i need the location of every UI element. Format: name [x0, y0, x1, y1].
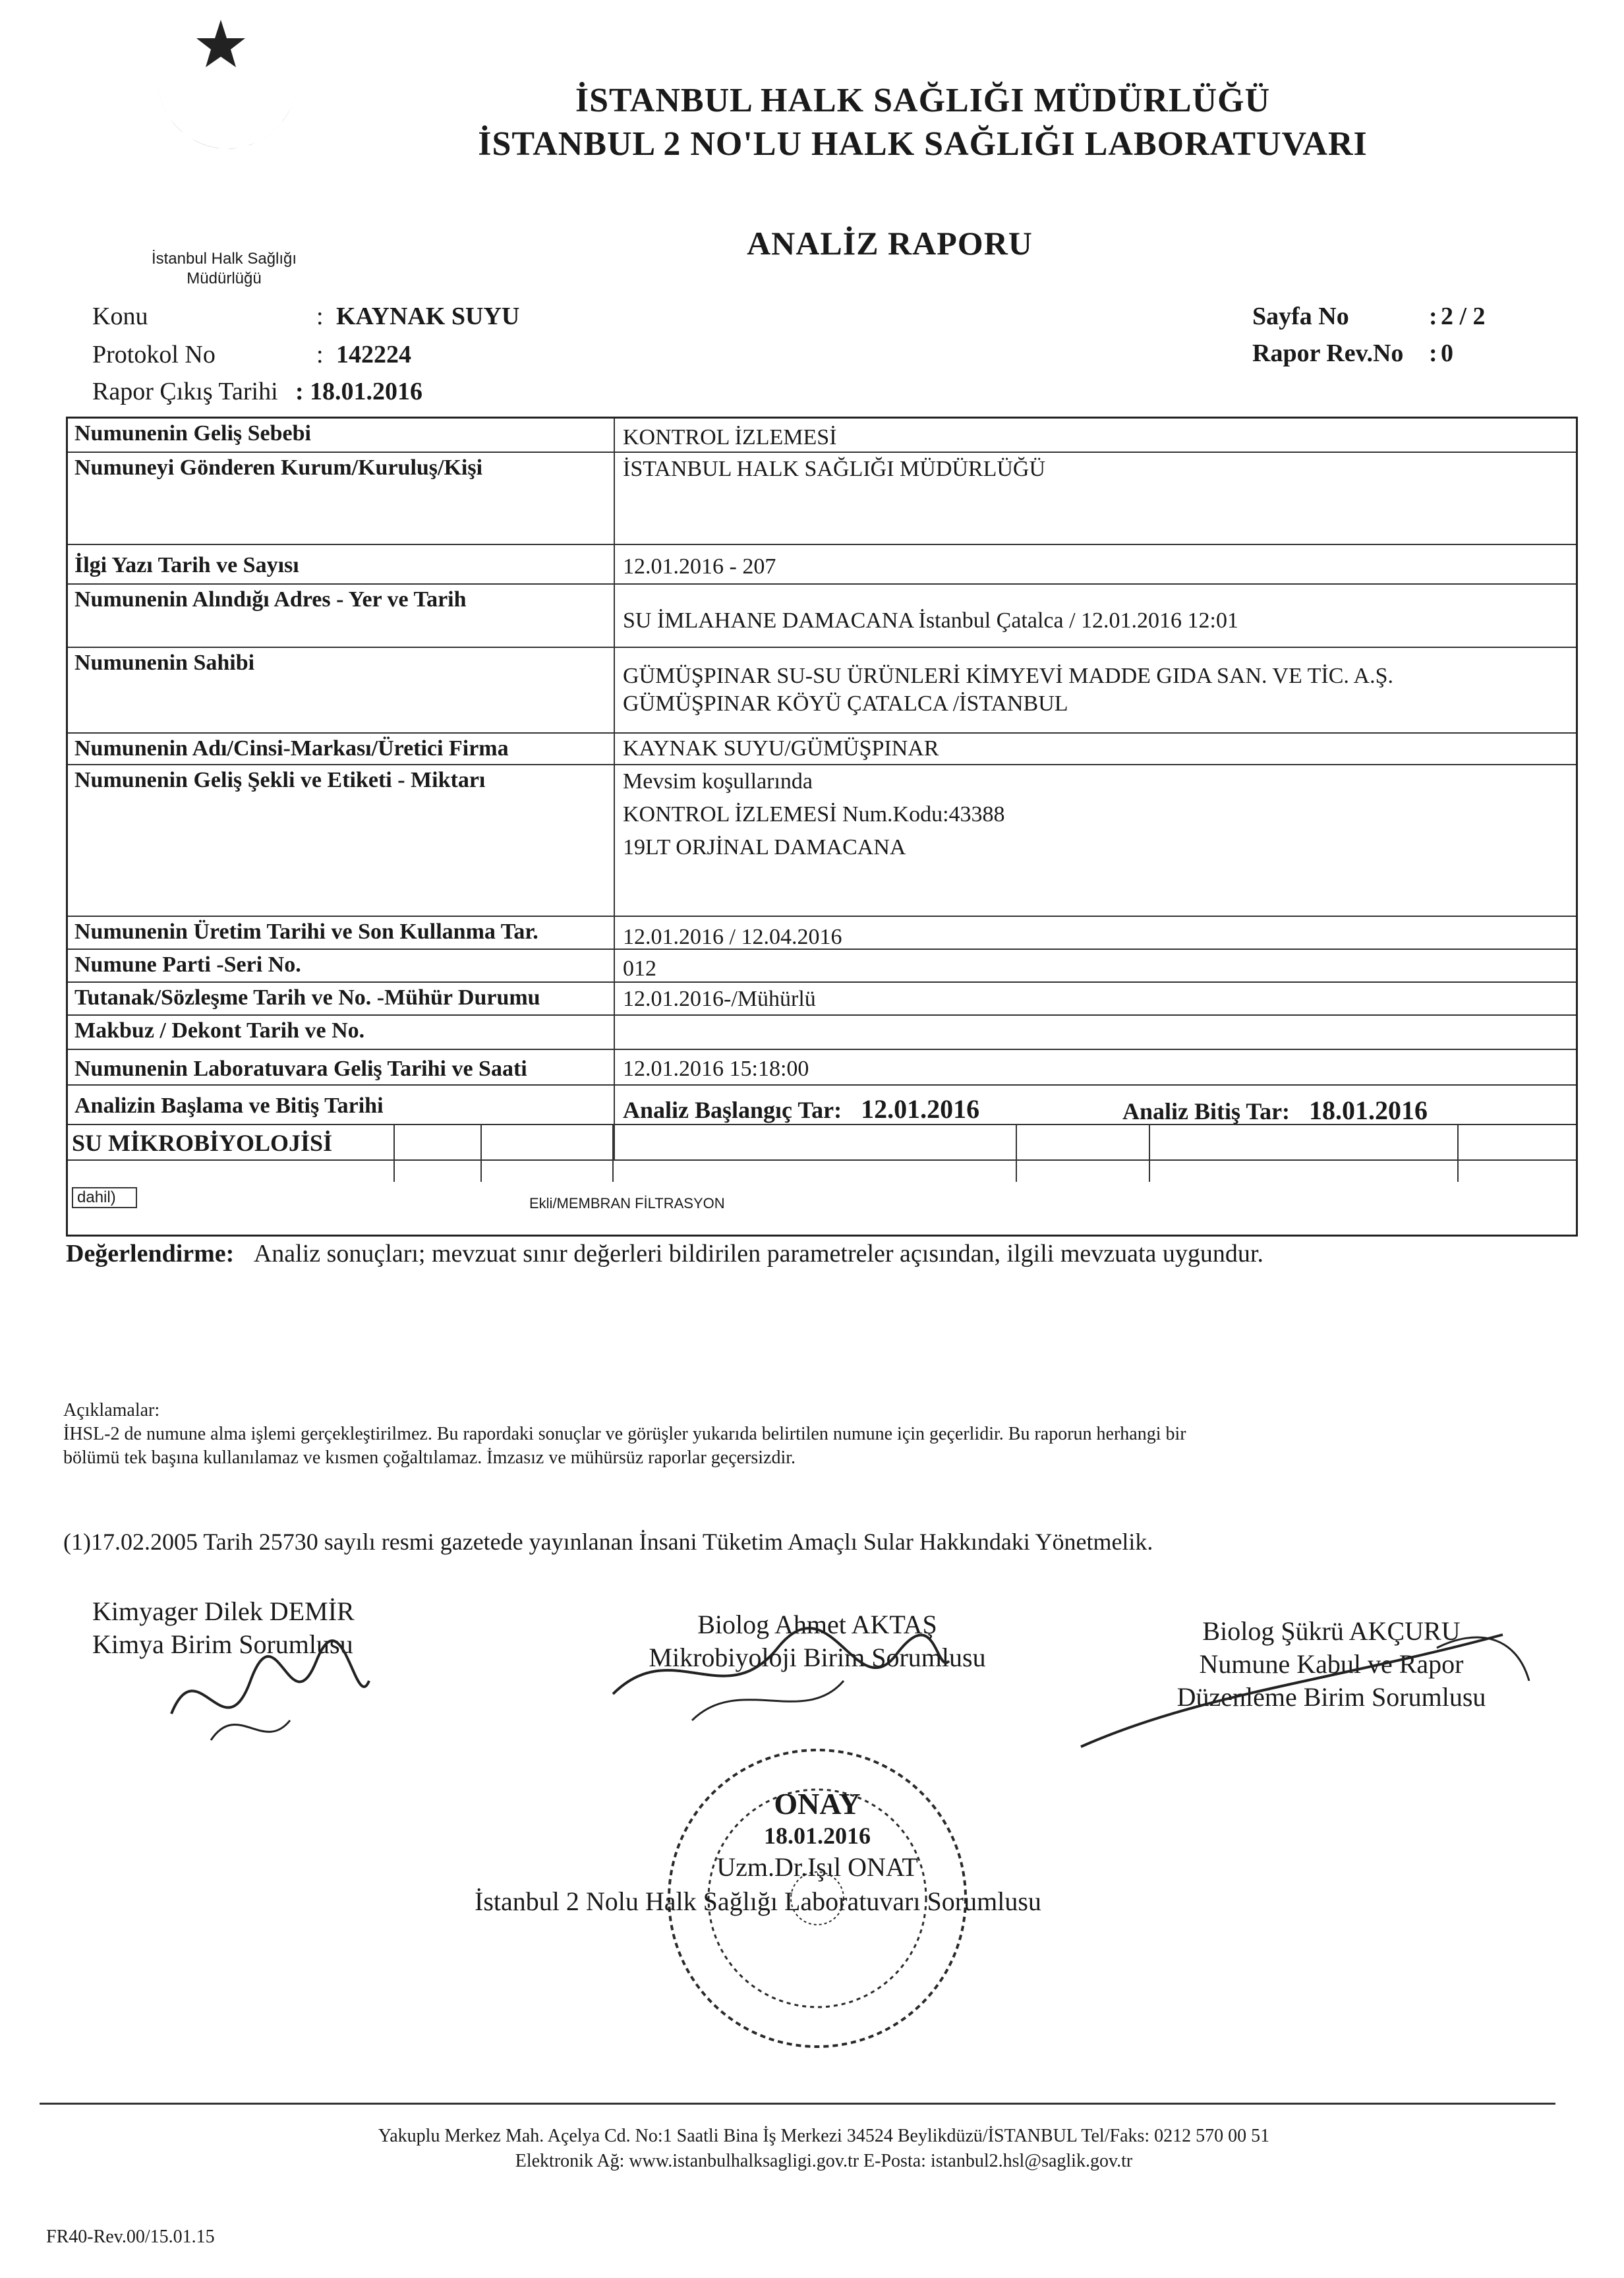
table-row: Makbuz / Dekont Tarih ve No.	[68, 1016, 1576, 1050]
handwritten-signature-2	[593, 1595, 962, 1740]
notes-line-2: bölümü tek başına kullanılamaz ve kısmen çoğaltılamaz. İmzasız ve mühürsüz raporlar geçersizdir.	[63, 1447, 796, 1468]
organization-title	[461, 79, 1384, 166]
table-row: İlgi Yazı Tarih ve Sayısı 12.01.2016 - 207	[68, 545, 1576, 585]
title-line-1: İSTANBUL HALK SAĞLIĞI MÜDÜRLÜĞÜ	[575, 82, 1271, 119]
title-line-2: İSTANBUL 2 NO'LU HALK SAĞLIĞI LABORATUVARI	[478, 125, 1368, 163]
regulation-reference: (1)17.02.2005 Tarih 25730 sayılı resmi gazetede yayınlanan İnsani Tüketim Amaçlı Sular Hakkındaki Yönetmelik.	[63, 1529, 1153, 1555]
table-row: Numunenin Geliş Sebebi KONTROL İZLEMESİ	[68, 419, 1576, 453]
evaluation: Değerlendirme: Analiz sonuçları; mevzuat sınır değerleri bildirilen parametreler açısından, ilgili mevzuata uygundur.	[66, 1240, 1263, 1268]
grid-cell	[393, 1125, 395, 1182]
meta-rev: Rapor Rev.No : 0	[1252, 339, 1453, 367]
grid-cell	[1457, 1125, 1459, 1182]
analysis-end: Analiz Bitiş Tar: 18.01.2016	[1122, 1095, 1428, 1125]
approver-title: İstanbul 2 Nolu Halk Sağlığı Laboratuvarı Sorumlusu	[475, 1886, 1041, 1916]
analysis-start: Analiz Başlangıç Tar: 12.01.2016	[623, 1094, 980, 1124]
crescent-star-logo	[132, 13, 316, 211]
table-row: Numunenin Geliş Şekli ve Etiketi - Miktarı Mevsim koşullarında KONTROL İZLEMESİ Num.Kodu:43388 19LT ORJİNAL DAMACANA	[68, 765, 1576, 917]
grid-cell	[1149, 1125, 1150, 1182]
analysis-dates-row: Analizin Başlama ve Bitiş Tarihi Analiz Başlangıç Tar: 12.01.2016 Analiz Bitiş Tar: 18.01.2016	[68, 1086, 1576, 1125]
meta-protokol: Protokol No : 142224	[92, 341, 411, 368]
form-code: FR40-Rev.00/15.01.15	[46, 2227, 215, 2247]
grid-cell	[612, 1125, 614, 1182]
notes-line-1: İHSL-2 de numune alma işlemi gerçekleştirilmez. Bu rapordaki sonuçlar ve görüşler yukarıda belirtilen numune için geçerlidir. Bu raporun herhangi bir	[63, 1424, 1186, 1444]
notes	[63, 1399, 1513, 1470]
table-row: Tutanak/Sözleşme Tarih ve No. -Mühür Durumu 12.01.2016-/Mühürlü	[68, 983, 1576, 1016]
handwritten-signature-3	[1068, 1602, 1542, 1760]
grid-cell	[1016, 1125, 1017, 1182]
logo-caption: İstanbul Halk Sağlığı Müdürlüğü	[151, 250, 297, 287]
table-row: Numunenin Alındığı Adres - Yer ve Tarih SU İMLAHANE DAMACANA İstanbul Çatalca / 12.01.2016 12:01	[68, 585, 1576, 648]
dahil-label: dahil)	[72, 1187, 137, 1208]
table-row: Numune Parti -Seri No. 012	[68, 950, 1576, 983]
meta-sayfa: Sayfa No : 2 / 2	[1252, 303, 1486, 330]
signature-block-biologist-micro: Biolog Ahmet AKTAŞ Mikrobiyoloji Birim Sorumlusu	[649, 1610, 986, 1672]
meta-konu: Konu : KAYNAK SUYU	[92, 303, 520, 330]
footer-address: Yakuplu Merkez Mah. Açelya Cd. No:1 Saatli Bina İş Merkezi 34524 Beylikdüzü/İSTANBUL Tel/Faks: 0212 570 00 51 Elektronik Ağ: www.istanbulhalksagligi.gov.tr E-Posta: istanbul2.hsl@saglik.gov.tr	[378, 2126, 1270, 2171]
signature-block-biologist-sample: Biolog Şükrü AKÇURU Numune Kabul ve Rapor Düzenleme Birim Sorumlusu	[1176, 1616, 1486, 1712]
table-row: Numunenin Laboratuvara Geliş Tarihi ve Saati 12.01.2016 15:18:00	[68, 1050, 1576, 1086]
notes-title: Açıklamalar:	[63, 1400, 160, 1420]
sample-info-table	[66, 417, 1578, 1237]
method-label: Ekli/MEMBRAN FİLTRASYON	[529, 1195, 725, 1212]
meta-rapor-cikis: Rapor Çıkış Tarihi : 18.01.2016	[92, 378, 422, 405]
approval-date: 18.01.2016	[764, 1823, 871, 1849]
table-row: Numunenin Sahibi GÜMÜŞPINAR SU-SU ÜRÜNLERİ KİMYEVİ MADDE GIDA SAN. VE TİC. A.Ş. GÜMÜŞPINAR KÖYÜ ÇATALCA /İSTANBUL	[68, 648, 1576, 734]
footer-divider	[40, 2103, 1555, 2105]
micro-label: SU MİKROBİYOLOJİSİ	[72, 1130, 333, 1156]
report-title: ANALİZ RAPORU	[747, 225, 1033, 262]
approval-stamp-label: ONAY	[774, 1787, 861, 1821]
micro-header-row	[68, 1125, 1576, 1159]
table-row: Numunenin Üretim Tarihi ve Son Kullanma Tar. 12.01.2016 / 12.04.2016	[68, 917, 1576, 950]
handwritten-signature-1	[158, 1621, 382, 1767]
table-row: Numunenin Adı/Cinsi-Markası/Üretici Firma KAYNAK SUYU/GÜMÜŞPINAR	[68, 734, 1576, 765]
grid-cell	[480, 1125, 482, 1182]
approver-name: Uzm.Dr.Işıl ONAT	[716, 1852, 918, 1882]
signature-block-chemist: Kimyager Dilek DEMİR Kimya Birim Sorumlusu	[92, 1596, 355, 1659]
table-row: Numuneyi Gönderen Kurum/Kuruluş/Kişi İSTANBUL HALK SAĞLIĞI MÜDÜRLÜĞÜ	[68, 453, 1576, 545]
